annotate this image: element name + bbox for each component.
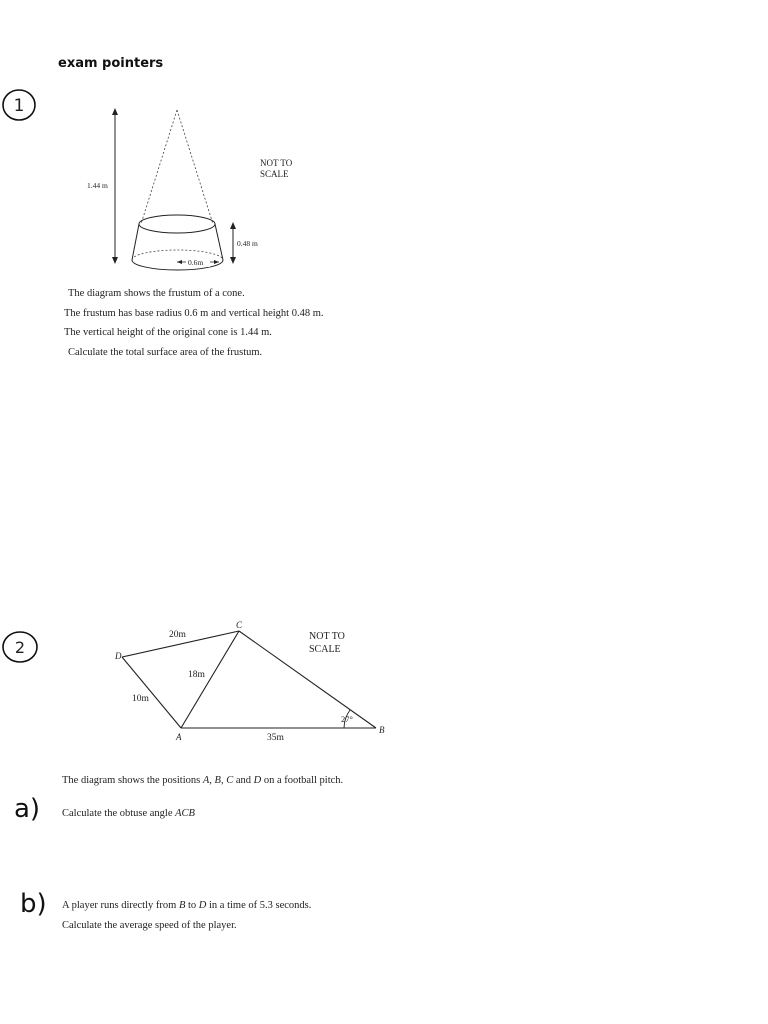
not-to-scale-line2: SCALE bbox=[309, 644, 341, 655]
cone-height-label: 1.44 m bbox=[87, 181, 108, 190]
q1-line-3: The vertical height of the original cone is 1.44 m. bbox=[64, 327, 272, 338]
cone-height-arrow-top bbox=[112, 108, 118, 115]
question-2-intro: The diagram shows the positions A, B, C and D on a football pitch. bbox=[62, 775, 344, 786]
page-heading: exam pointers bbox=[58, 56, 164, 71]
question-2-number: 2 bbox=[14, 638, 26, 657]
part-b-line-2: Calculate the average speed of the player. bbox=[62, 919, 237, 931]
not-to-scale-line1: NOT TO bbox=[309, 631, 345, 642]
not-to-scale-line1: NOT TO bbox=[260, 158, 293, 168]
radius-label: 0.6m bbox=[188, 258, 204, 267]
label-B: B bbox=[379, 725, 385, 735]
frustum-top-ellipse bbox=[139, 215, 215, 233]
cone-slant-left bbox=[141, 110, 177, 224]
label-A: A bbox=[176, 732, 182, 742]
cone-height-arrow-bottom bbox=[112, 257, 118, 264]
football-pitch-diagram bbox=[100, 615, 400, 745]
cone-slant-right bbox=[177, 110, 213, 224]
length-DC: 20m bbox=[169, 630, 186, 640]
question-1-text bbox=[64, 284, 324, 362]
question-2-number-badge bbox=[0, 628, 42, 666]
part-b-marker: b) bbox=[20, 889, 47, 919]
q1-line-1: The diagram shows the frustum of a cone. bbox=[68, 288, 245, 299]
length-AC: 18m bbox=[188, 670, 205, 680]
angle-B-label: 27° bbox=[341, 714, 353, 724]
segment-DA bbox=[122, 657, 181, 728]
segment-CB bbox=[239, 631, 376, 728]
part-a-marker: a) bbox=[14, 794, 41, 824]
frustum-side-right bbox=[215, 224, 223, 260]
question-1-number: 1 bbox=[13, 96, 25, 116]
not-to-scale-line2: SCALE bbox=[260, 169, 289, 179]
frustum-side-left bbox=[132, 224, 139, 260]
frustum-height-label: 0.48 m bbox=[237, 239, 258, 248]
part-b-line-1: A player runs directly from B to D in a time of 5.3 seconds. bbox=[62, 900, 312, 911]
length-AB: 35m bbox=[267, 733, 284, 743]
q1-line-2: The frustum has base radius 0.6 m and vertical height 0.48 m. bbox=[64, 307, 324, 319]
label-C: C bbox=[236, 620, 243, 630]
question-1-number-badge bbox=[0, 86, 40, 126]
frustum-diagram bbox=[80, 100, 340, 280]
part-b-text bbox=[62, 896, 311, 935]
length-DA: 10m bbox=[132, 694, 149, 704]
label-D: D bbox=[115, 651, 122, 661]
q1-line-4: Calculate the total surface area of the frustum. bbox=[68, 346, 263, 358]
part-a-text: Calculate the obtuse angle ACB bbox=[62, 808, 195, 819]
